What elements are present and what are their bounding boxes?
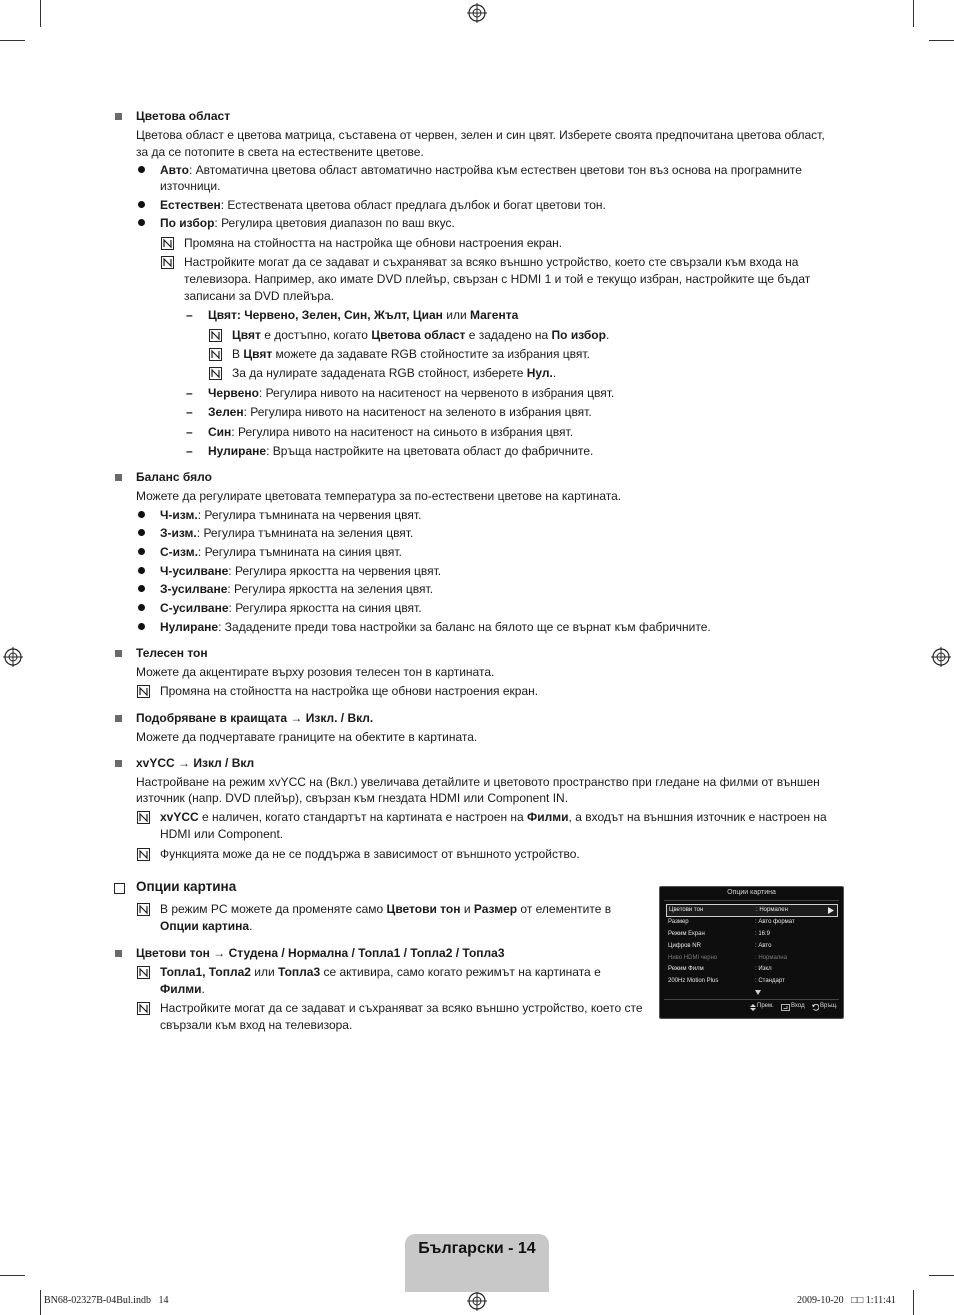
note-icon (209, 329, 222, 342)
list-item: Естествен: Естествената цветова област предлага дълбок и богат цветови тон. (160, 198, 606, 212)
section-heading: Телесен тон (136, 646, 208, 660)
paragraph: Настройване на режим xvYCC на (Вкл.) увеличава детайлите и цветовото пространство при гледане на филми от външен (136, 775, 820, 789)
section-bullet-icon (115, 760, 122, 767)
registration-mark-icon (467, 1291, 487, 1311)
tv-menu-hint-enter: Вход (791, 1003, 805, 1009)
note-icon (161, 237, 174, 250)
section-bullet-icon (115, 650, 122, 657)
paragraph: Можете да подчертавате границите на обектите в картината. (136, 730, 478, 744)
scroll-down-icon[interactable] (755, 990, 761, 995)
tv-menu-item-color-tone[interactable]: Цветови тон : Нормален (666, 904, 838, 917)
list-item: Нулиране: Зададените преди това настройки за баланс на бялото ще се върнат към фабричните. (160, 620, 711, 634)
note-text: Топла1, Топла2 или Топла3 се активира, само когато режимът на картината е (160, 965, 601, 979)
crop-mark (0, 1275, 25, 1276)
tv-menu-item-digital-nr[interactable]: Цифров NR : Авто (668, 943, 772, 949)
print-datetime: 2009-10-20 □□ 1:11:41 (797, 1295, 896, 1306)
note-text: В Цвят можете да задавате RGB стойностите за избрания цвят. (232, 347, 590, 361)
crop-mark (40, 0, 41, 27)
list-item-continuation: източници. (160, 179, 221, 193)
note-text: Опции картина. (160, 919, 253, 933)
section-bullet-icon (115, 715, 122, 722)
note-icon (161, 256, 174, 269)
note-text: Цвят е достъпно, когато Цветова област е зададено на По избор. (232, 328, 610, 342)
bullet-icon (138, 529, 145, 536)
crop-mark (929, 1275, 954, 1276)
note-text: За да нулирате зададената RGB стойност, изберете Нул.. (232, 366, 557, 380)
sub-item: Син: Регулира нивото на наситеност на синьото в избрания цвят. (208, 425, 574, 439)
dash-bullet: – (186, 386, 193, 400)
bullet-icon (138, 623, 145, 630)
sub-item: Зелен: Регулира нивото на наситеност на зеленото в избрания цвят. (208, 405, 592, 419)
list-item: З-изм.: Регулира тъмнината на зеления цвят. (160, 526, 414, 540)
paragraph: за да се потопите в света на естествените цветове. (136, 145, 424, 159)
note-icon (137, 811, 150, 824)
registration-mark-icon (467, 3, 487, 23)
list-item: Авто: Автоматична цветова област автоматично настройва към естествен цветови тон въз основа на програмните (160, 163, 802, 177)
bullet-icon (138, 511, 145, 518)
divider (664, 900, 839, 901)
paragraph: Цветова област е цветова матрица, съставена от червен, зелен и син цвят. Изберете своята предпочитана цветова област, (136, 128, 825, 142)
note-text: Промяна на стойността на настройка ще обнови настроения екран. (160, 684, 539, 698)
crop-mark (913, 1290, 914, 1315)
tv-menu-hint-move: Прем. (757, 1003, 774, 1009)
note-text: записани за DVD плейъра. (184, 289, 334, 303)
list-item: Ч-усилване: Регулира яркостта на червения цвят. (160, 564, 442, 578)
bullet-icon (138, 585, 145, 592)
note-text: xvYCC е наличен, когато стандартът на картината е настроен на Филми, а входът на външния източник е настроен на (160, 810, 827, 824)
note-text: свързали към вход на телевизора. (160, 1018, 353, 1032)
print-file-info: BN68-02327B-04Bul.indb 14 (44, 1295, 169, 1306)
checkbox-bullet-icon (114, 883, 125, 894)
section-heading: Цветова област (136, 109, 231, 123)
tv-menu-item-film-mode[interactable]: Режим Филм : Изкл (668, 966, 772, 972)
bullet-icon (138, 548, 145, 555)
section-title: Опции картина (136, 879, 237, 894)
note-icon (137, 966, 150, 979)
sub-item: Нулиране: Връща настройките на цветовата област до фабричните. (208, 444, 594, 458)
arrow-right-icon (828, 907, 834, 914)
section-heading: Подобряване в краищата → Изкл. / Вкл. (136, 711, 374, 725)
tv-menu-item-motion-plus[interactable]: 200Hz Motion Plus : Стандарт (668, 978, 785, 984)
bullet-icon (138, 166, 145, 173)
note-icon (137, 903, 150, 916)
dash-bullet: – (186, 405, 193, 419)
dash-bullet: – (186, 425, 193, 439)
sub-item: Червено: Регулира нивото на наситеност на червеното в избрания цвят. (208, 386, 615, 400)
list-item: По избор: Регулира цветовия диапазон по ваш вкус. (160, 216, 455, 230)
note-icon (209, 348, 222, 361)
list-item: Ч-изм.: Регулира тъмнината на червения цвят. (160, 508, 422, 522)
crop-mark (0, 40, 25, 41)
tv-menu-screenshot (659, 886, 844, 1019)
note-icon (137, 848, 150, 861)
section-heading: Цветови тон → Студена / Нормална / Топла1 / Топла2 / Топла3 (136, 946, 505, 960)
list-item: С-усилване: Регулира яркостта на синия цвят. (160, 601, 422, 615)
bullet-icon (138, 567, 145, 574)
tv-menu-title: Опции картина (727, 889, 776, 896)
dash-bullet: – (186, 308, 193, 322)
note-text: Филми. (160, 982, 205, 996)
enter-icon (781, 1004, 790, 1011)
page-number-label: Български - 14 (418, 1240, 536, 1257)
dash-bullet: – (186, 444, 193, 458)
note-text: Настройките могат да се задават и съхраняват за всяко външно устройство, което сте (160, 1001, 643, 1015)
sub-item: Цвят: Червено, Зелен, Син, Жълт, Циан или Магента (208, 308, 519, 322)
note-text: В режим PC можете да променяте само Цветови тон и Размер от елементите в (160, 902, 612, 916)
move-arrows-icon (750, 1004, 756, 1011)
tv-menu-item-hdmi-black-level: Ниво HDMI черно : Нормална (668, 955, 787, 961)
list-item: С-изм.: Регулира тъмнината на синия цвят. (160, 545, 402, 559)
section-heading: xvYCC → Изкл / Вкл (136, 756, 255, 770)
section-heading: Баланс бяло (136, 470, 212, 484)
bullet-icon (138, 219, 145, 226)
note-text: Настройките могат да се задават и съхраняват за всяко външно устройство, което сте свързали към входа на (184, 255, 799, 269)
note-icon (137, 1002, 150, 1015)
note-icon (209, 367, 222, 380)
note-text: Промяна на стойността на настройка ще обнови настроения екран. (184, 236, 563, 250)
divider (664, 999, 839, 1000)
paragraph: Можете да регулирате цветовата температура за по-естествени цветове на картината. (136, 489, 622, 503)
bullet-icon (138, 201, 145, 208)
note-icon (137, 685, 150, 698)
section-bullet-icon (115, 474, 122, 481)
crop-mark (913, 0, 914, 27)
paragraph: източник (напр. DVD плейър), свързан към гнездата HDMI или Component IN. (136, 791, 569, 805)
registration-mark-icon (931, 647, 951, 667)
crop-mark (929, 40, 954, 41)
tv-menu-hint-return: Връщ. (820, 1003, 838, 1009)
bullet-icon (138, 604, 145, 611)
paragraph: Можете да акцентирате върху розовия телесен тон в картината. (136, 665, 495, 679)
note-text: телевизора. Например, ако имате DVD плейър, свързан с HDMI 1 и той е текущо избран, настройките ще бъдат (184, 272, 811, 286)
note-text: Функцията може да не се поддържа в зависимост от външното устройство. (160, 847, 580, 861)
crop-mark (40, 1290, 41, 1315)
section-bullet-icon (115, 950, 122, 957)
registration-mark-icon (3, 647, 23, 667)
note-text: HDMI или Component. (160, 827, 284, 841)
section-bullet-icon (115, 113, 122, 120)
return-icon (812, 1004, 819, 1011)
list-item: З-усилване: Регулира яркостта на зеления цвят. (160, 582, 434, 596)
tv-menu-item-size[interactable]: Размер : Авто формат (668, 919, 795, 925)
tv-menu-item-screen-mode[interactable]: Режим Екран : 16:9 (668, 931, 771, 937)
